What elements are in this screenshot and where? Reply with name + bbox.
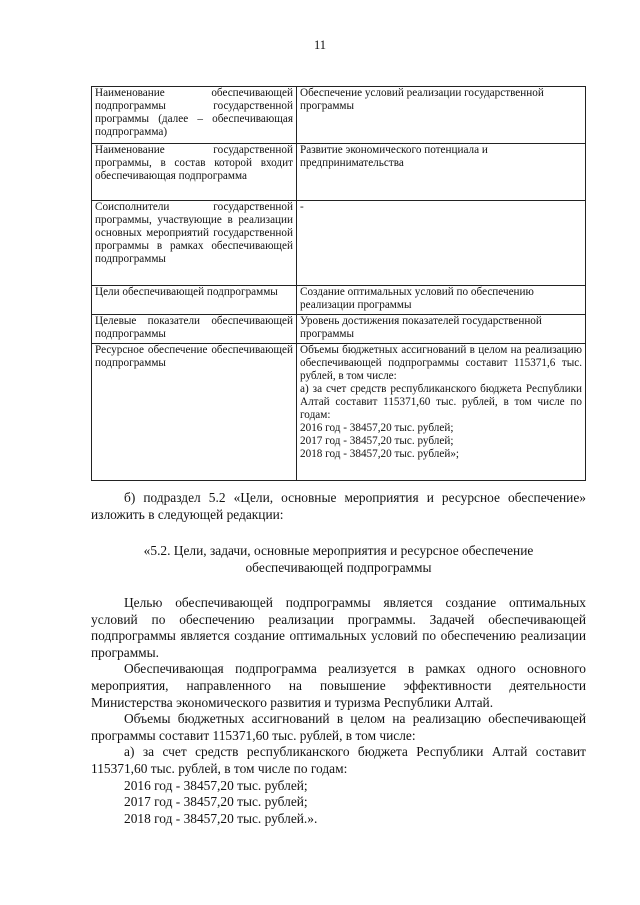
paragraph-budget: Объемы бюджетных ассигнований в целом на реализацию обеспечивающей программы составит 115371,60 тыс. рублей, в том числе: xyxy=(91,711,586,743)
row-label-indicators: Целевые показатели обеспечивающей подпрограммы xyxy=(92,315,297,344)
resources-year-2016: 2016 год - 38457,20 тыс. рублей; xyxy=(300,422,454,434)
row-value-resources xyxy=(297,344,586,481)
amendment-block xyxy=(91,490,586,523)
subprogram-passport-table xyxy=(91,86,586,481)
row-value-subprogram-name: Обеспечение условий реализации государственной программы xyxy=(297,87,586,144)
resources-source: а) за счет средств республиканского бюджета Республики Алтай составит 115371,60 тыс. рублей, в том числе по годам: xyxy=(300,383,582,421)
paragraph-goal: Целью обеспечивающей подпрограммы является создание оптимальных условий по обеспечению реализации программы. Задачей обеспечивающей подпрограммы является создание оптимальных условий по обеспечению реализации программы. xyxy=(91,595,586,660)
table-row xyxy=(92,286,586,315)
budget-year-2018: 2018 год - 38457,20 тыс. рублей.». xyxy=(124,810,318,826)
table-row xyxy=(92,144,586,201)
row-value-goals: Создание оптимальных условий по обеспечению реализации программы xyxy=(297,286,586,315)
table-row xyxy=(92,315,586,344)
paragraph-budget-source: а) за счет средств республиканского бюджета Республики Алтай составит 115371,60 тыс. рублей, в том числе по годам: xyxy=(91,744,586,776)
row-label-coexecutors: Соисполнители государственной программы, участвующие в реализации основных мероприятий государственной программы в рамках обеспечивающей подпрограммы xyxy=(92,201,297,286)
budget-year-2017: 2017 год - 38457,20 тыс. рублей; xyxy=(124,794,308,810)
table-row xyxy=(92,344,586,481)
budget-year-2016: 2016 год - 38457,20 тыс. рублей; xyxy=(124,777,308,793)
row-label-subprogram-name: Наименование обеспечивающей подпрограммы государственной программы (далее – обеспечивающая подпрограмма) xyxy=(92,87,297,144)
resources-year-2018: 2018 год - 38457,20 тыс. рублей»; xyxy=(300,448,460,460)
section-heading xyxy=(91,543,586,576)
section-heading-line-2: обеспечивающей подпрограммы xyxy=(245,559,432,575)
row-label-resources: Ресурсное обеспечение обеспечивающей подпрограммы xyxy=(92,344,297,481)
row-label-program-name: Наименование государственной программы, в состав которой входит обеспечивающая подпрограмма xyxy=(92,144,297,201)
table-row xyxy=(92,87,586,144)
paragraph-activity: Обеспечивающая подпрограмма реализуется в рамках одного основного мероприятия, направленного на повышение эффективности деятельности Министерства экономического развития и туризма Республики Алтай. xyxy=(91,661,586,710)
resources-year-2017: 2017 год - 38457,20 тыс. рублей; xyxy=(300,435,454,447)
section-heading-line-1: «5.2. Цели, задачи, основные мероприятия и ресурсное обеспечение xyxy=(143,543,534,558)
row-value-coexecutors: - xyxy=(297,201,586,286)
row-label-goals: Цели обеспечивающей подпрограммы xyxy=(92,286,297,315)
resources-intro: Объемы бюджетных ассигнований в целом на реализацию обеспечивающей подпрограммы составит 115371,6 тыс. рублей, в том числе: xyxy=(300,344,582,382)
section-body xyxy=(91,595,586,827)
table-row xyxy=(92,201,586,286)
row-value-indicators: Уровень достижения показателей государственной программы xyxy=(297,315,586,344)
page-number: 11 xyxy=(313,38,327,52)
amendment-paragraph: б) подраздел 5.2 «Цели, основные мероприятия и ресурсное обеспечение» изложить в следующей редакции: xyxy=(91,490,586,522)
row-value-program-name: Развитие экономического потенциала и предпринимательства xyxy=(297,144,586,201)
